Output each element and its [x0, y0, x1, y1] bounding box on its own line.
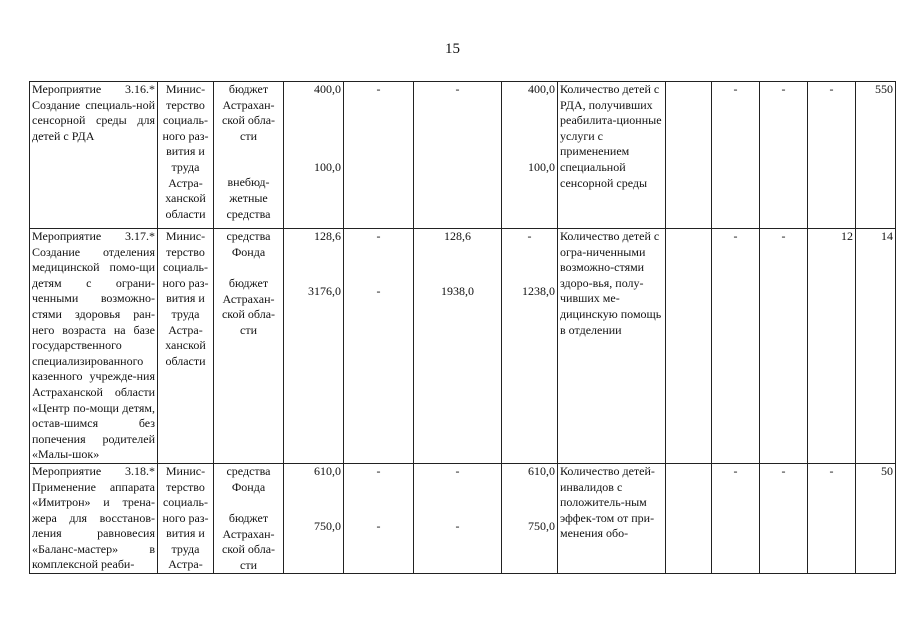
year2-amount: [414, 229, 502, 464]
amount-value: -: [376, 229, 381, 243]
amount-value: -: [455, 463, 460, 478]
indicator-value: -: [760, 82, 808, 229]
measure-name: Мероприятие 3.17.* Создание отделения медицинской помо-щи детям с ограни-ченными возможно-стями здоровья ран-него возраста на базе государственного специализированного казенного учрежде-ния Астраханской области «Центр по-мощи детям, остав-шимся без попечения родителей «Малы-шок»: [30, 229, 158, 464]
amount-value: -: [376, 283, 381, 298]
indicator-value: -: [712, 229, 760, 464]
indicator-value: -: [760, 229, 808, 464]
amount-value: -: [527, 229, 532, 243]
indicator-value: -: [808, 82, 856, 229]
total-amount: [284, 229, 344, 464]
indicator-text: Количество детей с огра-ниченными возможно-стями здоро-вья, полу-чивших ме-дицинскую помощь в отделении: [558, 229, 666, 464]
amount-value: 1938,0: [441, 283, 474, 298]
total-amount: [284, 463, 344, 574]
amount-value: -: [376, 463, 381, 478]
funding-sources: [214, 229, 284, 464]
indicator-value: -: [712, 463, 760, 574]
total-amount: [284, 82, 344, 229]
amount-value: -: [455, 518, 460, 533]
year3-amount: [502, 82, 558, 229]
executor: Минис-терство социаль-ного раз-вития и труда Астра-ханской области: [158, 82, 214, 229]
year3-amount: [502, 463, 558, 574]
year1-amount: [344, 82, 414, 229]
amount-value: 128,6: [314, 229, 341, 243]
funding-source: бюджет Астрахан-ской обла-сти: [221, 82, 276, 143]
executor: Минис-терство социаль-ного раз-вития и труда Астра-ханской области: [158, 229, 214, 464]
amount-value: 100,0: [528, 159, 555, 174]
amount-value: 610,0: [528, 463, 555, 478]
amount-value: -: [376, 82, 381, 96]
amount-value: 1238,0: [522, 283, 555, 298]
measure-name: Мероприятие 3.18.* Применение аппарата «Имитрон» и трена-жера для восстанов-ления равновесия «Баланс-мастер» в комплексной реаби-: [30, 463, 158, 574]
indicator-value: -: [808, 463, 856, 574]
year1-amount: [344, 229, 414, 464]
funding-source: внебюд-жетные средства: [226, 175, 271, 221]
table-row: [30, 463, 896, 574]
amount-value: 610,0: [314, 463, 341, 478]
funding-sources: [214, 82, 284, 229]
indicator-value: 12: [808, 229, 856, 464]
measure-name: Мероприятие 3.16.* Создание специаль-ной сенсорной среды для детей с РДА: [30, 82, 158, 229]
indicator-value: -: [760, 463, 808, 574]
amount-value: 750,0: [314, 518, 341, 533]
amount-value: 750,0: [528, 518, 555, 533]
amount-value: 400,0: [528, 82, 555, 96]
year2-amount: [414, 463, 502, 574]
table-row: [30, 229, 896, 464]
funding-source: средства Фонда: [226, 229, 271, 259]
executor: Минис-терство социаль-ного раз-вития и труда Астра-: [158, 463, 214, 574]
amount-value: 3176,0: [308, 283, 341, 298]
funding-source: бюджет Астрахан-ской обла-сти: [221, 276, 276, 337]
funding-source: бюджет Астрахан-ской обла-сти: [221, 511, 276, 572]
amount-value: 100,0: [314, 159, 341, 174]
amount-value: 128,6: [444, 229, 471, 243]
indicator-text: Количество детей-инвалидов с положитель-ным эффек-том от при-менения обо-: [558, 463, 666, 574]
indicator-value: 550: [856, 82, 896, 229]
indicator-value: 14: [856, 229, 896, 464]
indicator-value: 50: [856, 463, 896, 574]
indicator-value: [666, 229, 712, 464]
amount-value: 400,0: [314, 82, 341, 96]
funding-source: средства Фонда: [226, 463, 271, 494]
indicator-value: [666, 82, 712, 229]
indicator-value: [666, 463, 712, 574]
page-number: 15: [445, 41, 460, 57]
indicator-text: Количество детей с РДА, получивших реабилита-ционные услуги с применением специальной сенсорной среды: [558, 82, 666, 229]
amount-value: -: [455, 82, 460, 96]
year2-amount: [414, 82, 502, 229]
table-row: [30, 82, 896, 229]
year3-amount: [502, 229, 558, 464]
amount-value: -: [376, 518, 381, 533]
indicator-value: -: [712, 82, 760, 229]
program-measures-table: [29, 81, 896, 574]
funding-sources: [214, 463, 284, 574]
year1-amount: [344, 463, 414, 574]
